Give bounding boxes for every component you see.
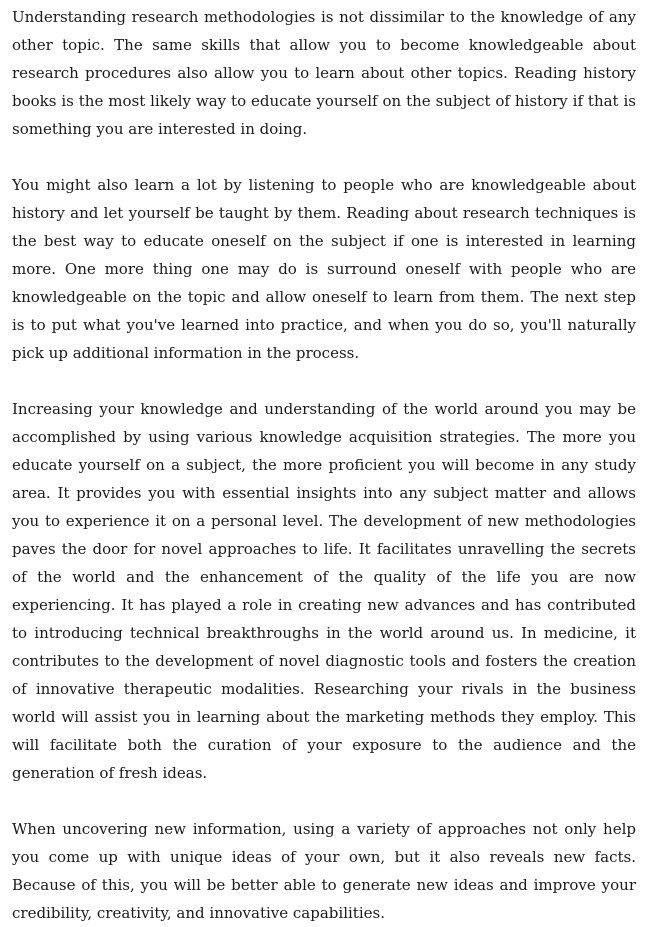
paragraph-1: Understanding research methodologies is not dissimilar to the knowledge of any other topic. The same skills that allow you to become knowledgeable about research procedures also allow you to learn about other topics. Reading history books is the most likely way to educate yourself on the subject of history if that is something you are interested in doing.: [12, 8, 636, 138]
paragraph-2: You might also learn a lot by listening to people who are knowledgeable about history and let yourself be taught by them. Reading about research techniques is the best way to educate oneself on the subject if one is interested in learning more. One more thing one may do is surround oneself with people who are knowledgeable on the topic and allow oneself to learn from them. The next step is to put what you've learned into practice, and when you do so, you'll naturally pick up additional information in the process.: [12, 176, 636, 362]
paragraph-4: When uncovering new information, using a variety of approaches not only help you come up with unique ideas of your own, but it also reveals new facts. Because of this, you will be better able to generate new ideas and improve your credibility, creativity, and innovative capabilities.: [12, 820, 636, 922]
paragraph-3: Increasing your knowledge and understanding of the world around you may be accomplished by using various knowledge acquisition strategies. The more you educate yourself on a subject, the more proficient you will become in any study area. It provides you with essential insights into any subject matter and allows you to experience it on a personal level. The development of new methodologies paves the door for novel approaches to life. It facilitates unravelling the secrets of the world and the enhancement of the quality of the life you are now experiencing. It has played a role in creating new advances and has contributed to introducing technical breakthroughs in the world around us. In medicine, it contributes to the development of novel diagnostic tools and fosters the creation of innovative therapeutic modalities. Researching your rivals in the business world will assist you in learning about the marketing methods they employ. This will facilitate both the curation of your exposure to the audience and the generation of fresh ideas.: [12, 400, 636, 782]
